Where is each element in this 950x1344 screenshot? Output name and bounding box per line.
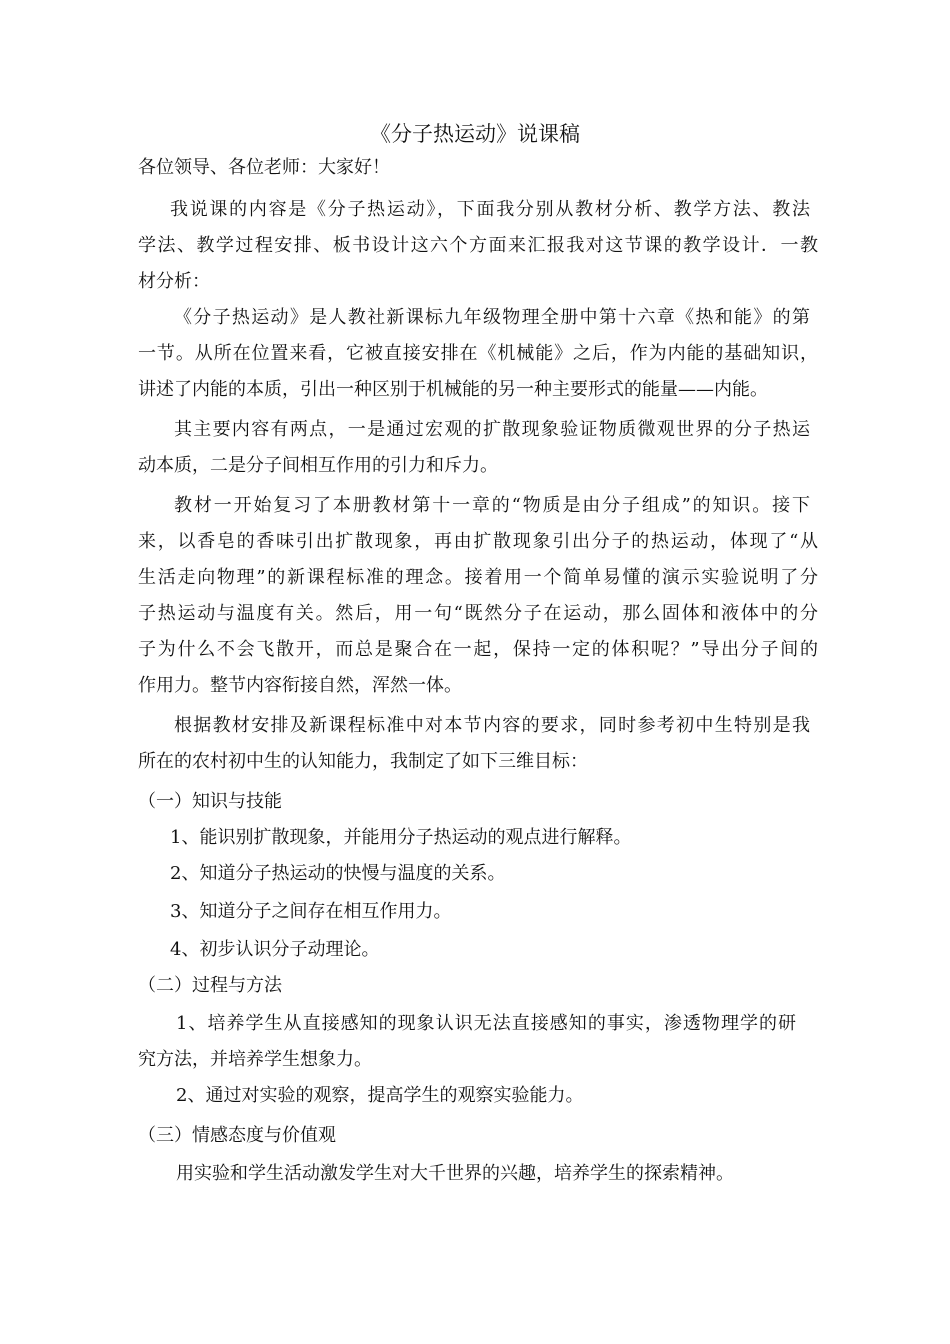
section-heading: （三）情感态度与价值观	[138, 1125, 336, 1146]
section-heading: （二）过程与方法	[138, 975, 282, 996]
body-line: 子为什么不会飞散开，而总是聚合在一起，保持一定的体积呢？”导出分子间的	[138, 639, 818, 660]
list-item: 4、初步认识分子动理论。	[170, 939, 380, 960]
greeting-line: 各位领导、各位老师：大家好！	[138, 157, 390, 178]
body-line: 其主要内容有两点，一是通过宏观的扩散现象验证物质微观世界的分子热运	[174, 419, 810, 440]
body-line: 学法、教学过程安排、板书设计这六个方面来汇报我对这节课的教学设计．一教	[138, 235, 818, 256]
body-line: 所在的农村初中生的认知能力，我制定了如下三维目标：	[138, 751, 588, 772]
list-item: 2、通过对实验的观察，提高学生的观察实验能力。	[176, 1085, 584, 1106]
body-line: 教材一开始复习了本册教材第十一章的“物质是由分子组成”的知识。接下	[174, 495, 810, 516]
body-line: 《分子热运动》是人教社新课标九年级物理全册中第十六章《热和能》的第	[174, 307, 810, 328]
body-line: 生活走向物理”的新课程标准的理念。接着用一个简单易懂的演示实验说明了分	[138, 567, 818, 588]
body-line: 来，以香皂的香味引出扩散现象，再由扩散现象引出分子的热运动，体现了“从	[138, 531, 818, 552]
document-title: 《分子热运动》说课稿	[370, 122, 580, 146]
body-line: 根据教材安排及新课程标准中对本节内容的要求，同时参考初中生特别是我	[174, 715, 810, 736]
list-item: 1、培养学生从直接感知的现象认识无法直接感知的事实，渗透物理学的研	[176, 1013, 796, 1034]
body-line: 动本质，二是分子间相互作用的引力和斥力。	[138, 455, 498, 476]
body-line: 一节。从所在位置来看，它被直接安排在《机械能》之后，作为内能的基础知识，	[138, 343, 818, 364]
body-line: 作用力。整节内容衔接自然，浑然一体。	[138, 675, 462, 696]
body-line: 用实验和学生活动激发学生对大千世界的兴趣，培养学生的探索精神。	[176, 1163, 734, 1184]
list-item: 3、知道分子之间存在相互作用力。	[170, 901, 452, 922]
body-line: 我说课的内容是《分子热运动》，下面我分别从教材分析、教学方法、教法	[170, 199, 810, 220]
list-item: 2、知道分子热运动的快慢与温度的关系。	[170, 863, 506, 884]
section-heading: （一）知识与技能	[138, 791, 282, 812]
list-item: 1、能识别扩散现象，并能用分子热运动的观点进行解释。	[170, 827, 632, 848]
list-item: 究方法，并培养学生想象力。	[138, 1049, 372, 1070]
body-line: 材分析：	[138, 271, 210, 292]
body-line: 子热运动与温度有关。然后，用一句“既然分子在运动，那么固体和液体中的分	[138, 603, 818, 624]
body-line: 讲述了内能的本质，引出一种区别于机械能的另一种主要形式的能量——内能。	[138, 379, 768, 400]
